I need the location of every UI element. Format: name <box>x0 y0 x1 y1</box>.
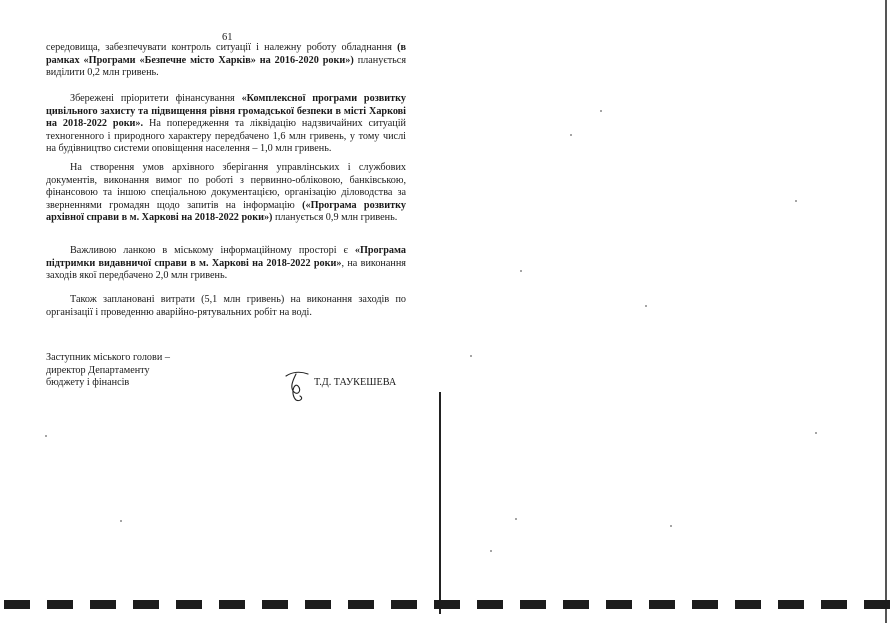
signature-title-line-3: бюджету і фінансів <box>46 377 130 389</box>
scan-dash <box>606 600 632 609</box>
paragraph-text-run: (в рамках «Програми «Безпечне місто Харків» на 2016-2020 роки») <box>46 42 406 66</box>
scan-speck <box>490 550 492 552</box>
paragraph-text-run: планується 0,9 млн гривень. <box>272 212 398 224</box>
scan-speck <box>45 435 47 437</box>
scan-vertical-line <box>439 392 441 614</box>
scan-dash-border <box>0 600 890 610</box>
paragraph-text-run: «Програма підтримки видавничої справи в м. Харкові на 2018-2022 роки» <box>46 245 406 269</box>
scan-dash <box>262 600 288 609</box>
paragraph-1 <box>46 42 406 80</box>
scan-speck <box>795 200 797 202</box>
paragraph-4 <box>46 245 406 283</box>
scan-dash <box>391 600 417 609</box>
paragraph-text-run: «Комплексної програми розвитку цивільного захисту та підвищення рівня громадської безпеки в місті Харкові на 2018-2022 роки». <box>46 93 406 130</box>
signature-title-block <box>46 352 170 390</box>
paragraph-text-run: («Програма розвитку архівної справи в м. Харкові на 2018-2022 роки») <box>46 199 406 224</box>
scan-dash <box>520 600 546 609</box>
paragraph-5 <box>46 294 406 319</box>
scan-dash <box>219 600 245 609</box>
scan-dash <box>133 600 159 609</box>
scan-speck <box>600 110 602 112</box>
scan-dash <box>864 600 890 609</box>
scan-speck <box>120 520 122 522</box>
signature-title-line-1: Заступник міського голови – <box>46 352 170 363</box>
paragraph-text-run: На попередження та ліквідацію надзвичайних ситуацій техногенного і природного характеру передбачено 1,6 млн гривень, у тому числі на будівництво системи оповіщення населення – 1,0 млн гривень. <box>46 118 406 155</box>
scan-speck <box>515 518 517 520</box>
paragraph-text-run: Важливою ланкою в міському інформаційному просторі є <box>70 245 355 256</box>
scan-dash <box>649 600 675 609</box>
paragraph-text-run: середовища, забезпечувати контроль ситуації і належну роботу обладнання <box>46 42 398 53</box>
handwritten-signature-icon <box>282 368 316 404</box>
scan-speck <box>520 270 522 272</box>
scan-dash <box>305 600 331 609</box>
paragraph-text-run: , на виконання заходів якої передбачено 2,0 млн гривень. <box>46 257 406 282</box>
scan-dash <box>563 600 589 609</box>
scan-speck <box>815 432 817 434</box>
paragraph-2 <box>46 93 406 156</box>
scan-dash <box>434 600 460 609</box>
scan-dash <box>90 600 116 609</box>
paragraph-text-run: На створення умов архівного зберігання управлінських і службових документів, виконання вимог по роботі з первинно-обліковою, банківською, фінансовою та іншою спеціальною документацією, організацію діловодства за зверненнями громадян щодо запитів на інформацію <box>46 162 406 211</box>
scan-dash <box>477 600 503 609</box>
scan-dash <box>692 600 718 609</box>
paragraph-text-run: Збережені пріоритети фінансування <box>70 93 242 104</box>
scan-dash <box>176 600 202 609</box>
scan-dash <box>348 600 374 609</box>
scan-dash <box>821 600 847 609</box>
signer-name: Т.Д. ТАУКЕШЕВА <box>314 377 397 388</box>
scan-dash <box>735 600 761 609</box>
scan-speck <box>670 525 672 527</box>
scan-dash <box>778 600 804 609</box>
signature-title-line-2: директор Департаменту <box>46 364 150 376</box>
scan-dash <box>47 600 73 609</box>
paragraph-text-run: Також заплановані витрати (5,1 млн гривень) на виконання заходів по організації і проведенню аварійно-рятувальних робіт на воді. <box>46 294 406 318</box>
paragraph-3 <box>46 162 406 225</box>
scan-speck <box>470 355 472 357</box>
scan-speck <box>570 134 572 136</box>
scan-speck <box>645 305 647 307</box>
scan-right-edge <box>885 0 887 623</box>
paragraph-text-run: планується виділити 0,2 млн гривень. <box>46 54 407 79</box>
page-number: 61 <box>222 32 233 43</box>
scan-dash <box>4 600 30 609</box>
